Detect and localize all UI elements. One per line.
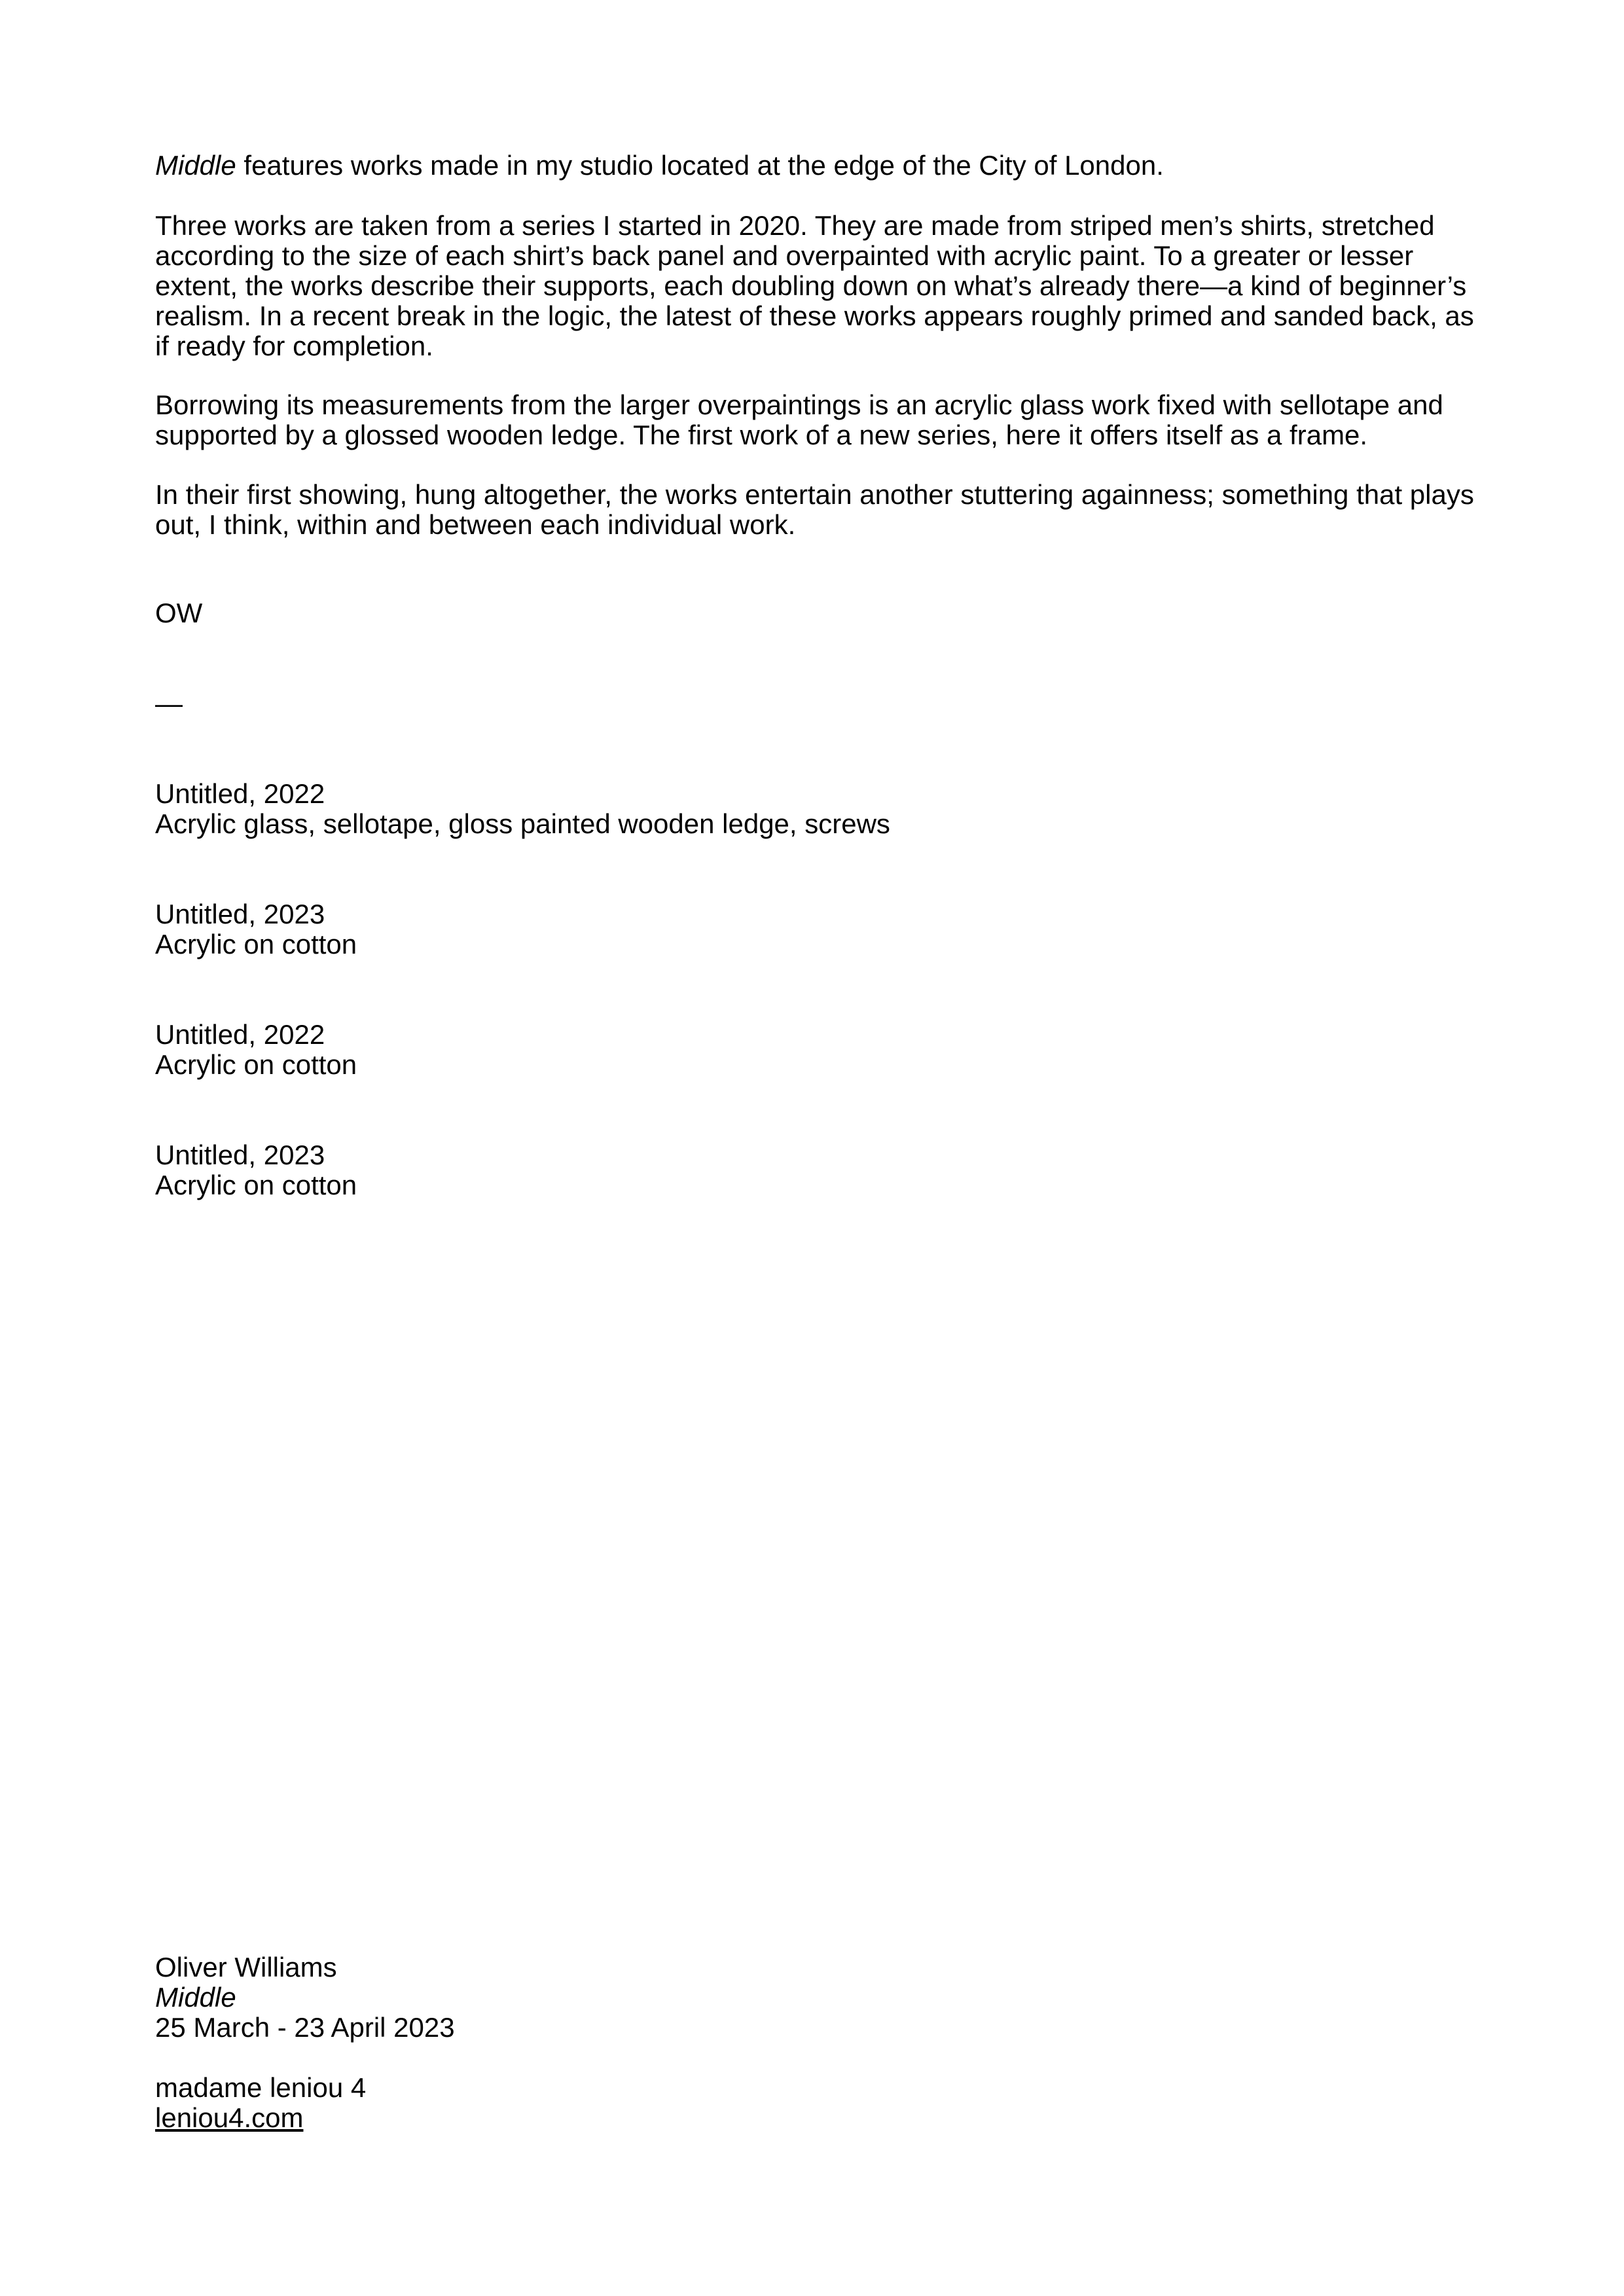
work-title: Untitled, 2023 (155, 1139, 325, 1170)
work-medium: Acrylic on cotton (155, 1170, 357, 1200)
artist-name: Oliver Williams (155, 1952, 337, 1982)
body-paragraph-acrylic-glass: Borrowing its measurements from the larger overpaintings is an acrylic glass work fixed with sellotape and supported by a glossed wooden ledge. The first work of a new series, here it offers itself as a frame. (155, 389, 1443, 450)
intro-text: features works made in my studio located at the edge of the City of London. (236, 150, 1164, 181)
work-entry (155, 899, 1137, 960)
section-separator: — (155, 688, 183, 719)
work-medium: Acrylic on cotton (155, 929, 357, 960)
work-title: Untitled, 2022 (155, 1019, 325, 1050)
venue-info (155, 2073, 810, 2133)
exhibition-dates: 25 March - 23 April 2023 (155, 2012, 455, 2043)
body-paragraph-showing: In their first showing, hung altogether, the works entertain another stuttering againness; something that plays out, I think, within and between each individual work. (155, 479, 1474, 540)
work-entry (155, 779, 1137, 839)
work-title: Untitled, 2023 (155, 899, 325, 929)
venue-name: madame leniou 4 (155, 2072, 367, 2103)
work-medium: Acrylic glass, sellotape, gloss painted wooden ledge, screws (155, 808, 890, 839)
work-entry (155, 1140, 1137, 1200)
work-title: Untitled, 2022 (155, 778, 325, 809)
body-paragraph-series: Three works are taken from a series I started in 2020. They are made from striped men’s shirts, stretched according to the size of each shirt’s back panel and overpainted with acrylic paint. To a greater or lesser extent, the works describe their supports, each doubling down on what’s already there—a kind of beginner’s realism. In a recent break in the logic, the latest of these works appears roughly primed and sanded back, as if ready for completion. (155, 210, 1474, 361)
work-entry (155, 1020, 1137, 1080)
exhibition-title-inline: Middle (155, 150, 236, 181)
intro-paragraph (155, 151, 1490, 181)
exhibition-credits (155, 1952, 810, 2043)
author-initials: OW (155, 598, 203, 628)
venue-website-link[interactable]: leniou4.com (155, 2102, 304, 2133)
work-medium: Acrylic on cotton (155, 1049, 357, 1080)
exhibition-title: Middle (155, 1982, 236, 2013)
